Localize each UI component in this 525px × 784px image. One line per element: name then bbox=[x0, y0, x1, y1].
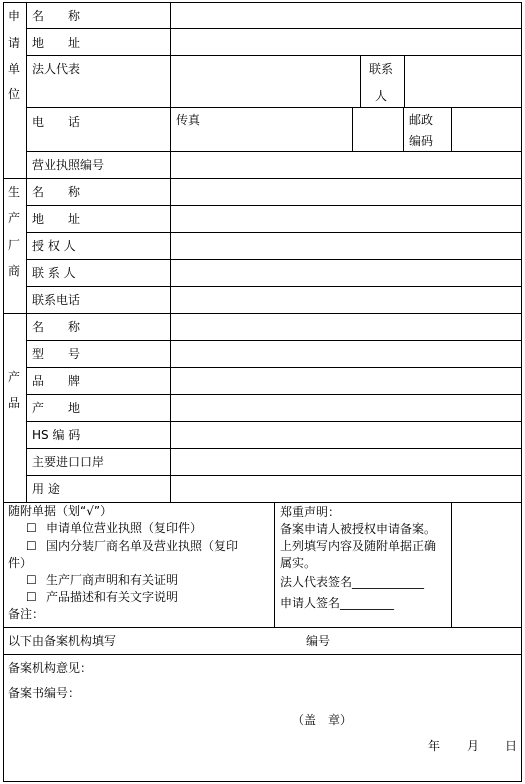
product-name-field[interactable] bbox=[171, 314, 521, 340]
postcode-field[interactable] bbox=[452, 108, 521, 151]
authorized-field[interactable] bbox=[171, 233, 521, 259]
manufacturer-group-char: 产 bbox=[8, 211, 21, 225]
applicant-address-field[interactable] bbox=[171, 29, 521, 55]
declaration-line: 备案申请人被授权申请备案。 bbox=[280, 522, 437, 536]
manufacturer-phone-label: 联系电话 bbox=[32, 293, 81, 307]
declaration-line: 上列填写内容及随附单据正确 bbox=[280, 539, 437, 553]
applicant-address-label: 地 址 bbox=[32, 36, 81, 50]
postcode-label: 邮政 bbox=[409, 113, 434, 127]
seal-label: （盖 章） bbox=[292, 713, 353, 727]
product-brand-field[interactable] bbox=[171, 368, 521, 394]
applicant-group-char: 位 bbox=[8, 87, 21, 101]
manufacturer-phone-field[interactable] bbox=[171, 287, 521, 313]
applicant-group-char: 请 bbox=[8, 36, 21, 50]
manufacturer-contact-field[interactable] bbox=[171, 260, 521, 286]
legal-rep-field[interactable] bbox=[171, 56, 360, 107]
attachment-item: 国内分装厂商名单及营业执照（复印 bbox=[46, 539, 239, 553]
agency-fill-label: 以下由备案机构填写 bbox=[8, 634, 117, 648]
legal-rep-label: 法人代表 bbox=[32, 62, 81, 76]
product-origin-label: 产 地 bbox=[32, 401, 81, 415]
product-group-char: 产 bbox=[8, 370, 21, 384]
applicant-name-label: 名 称 bbox=[32, 9, 81, 23]
product-brand-label: 品 牌 bbox=[32, 374, 81, 388]
legal-rep-signature[interactable]: 法人代表签名____________ bbox=[280, 575, 425, 589]
usage-label: 用 途 bbox=[32, 482, 60, 496]
declaration-title: 郑重声明： bbox=[280, 505, 341, 519]
checkbox[interactable]: ☐ bbox=[26, 573, 37, 587]
hs-code-label: HS 编 码 bbox=[32, 428, 81, 442]
manufacturer-group-char: 生 bbox=[8, 185, 21, 199]
attachment-item: 申请单位营业执照（复印件） bbox=[46, 521, 203, 535]
fax-field[interactable] bbox=[353, 108, 403, 151]
manufacturer-address-label: 地 址 bbox=[32, 212, 81, 226]
product-name-label: 名 称 bbox=[32, 320, 81, 334]
attachment-item: 件） bbox=[8, 556, 33, 570]
contact-field[interactable] bbox=[405, 56, 521, 107]
manufacturer-group-char: 厂 bbox=[8, 238, 21, 252]
checkbox[interactable]: ☐ bbox=[26, 539, 37, 553]
year-label: 年 bbox=[428, 739, 441, 753]
contact-label: 人 bbox=[375, 89, 388, 103]
certificate-number-label: 备案书编号： bbox=[8, 686, 81, 700]
attachments-title: 随附单据（划“√”） bbox=[8, 504, 113, 518]
remark-label: 备注： bbox=[8, 607, 45, 621]
manufacturer-contact-label: 联 系 人 bbox=[32, 266, 76, 280]
import-port-label: 主要进口口岸 bbox=[32, 455, 105, 469]
license-label: 营业执照编号 bbox=[32, 158, 105, 172]
postcode-label: 编码 bbox=[409, 134, 434, 148]
product-model-label: 型 号 bbox=[32, 347, 81, 361]
product-origin-field[interactable] bbox=[171, 395, 521, 421]
declaration-line: 属实。 bbox=[280, 556, 317, 570]
day-label: 日 bbox=[505, 739, 518, 753]
phone-label: 电 话 bbox=[32, 115, 81, 129]
attachment-item: 产品描述和有关文字说明 bbox=[46, 590, 179, 604]
agency-opinion-label: 备案机构意见： bbox=[8, 661, 93, 675]
attachment-item: 生产厂商声明和有关证明 bbox=[46, 573, 179, 587]
fax-label: 传真 bbox=[176, 113, 201, 127]
authorized-label: 授 权 人 bbox=[32, 239, 76, 253]
import-port-field[interactable] bbox=[171, 449, 521, 475]
applicant-signature[interactable]: 申请人签名_________ bbox=[280, 596, 395, 610]
checkbox[interactable]: ☐ bbox=[26, 521, 37, 535]
month-label: 月 bbox=[467, 739, 480, 753]
applicant-name-field[interactable] bbox=[171, 3, 521, 28]
contact-label: 联系 bbox=[369, 62, 394, 76]
product-group-char: 品 bbox=[8, 396, 21, 410]
manufacturer-group-char: 商 bbox=[8, 264, 21, 278]
hs-code-field[interactable] bbox=[171, 422, 521, 448]
product-model-field[interactable] bbox=[171, 341, 521, 367]
usage-field[interactable] bbox=[171, 476, 521, 502]
checkbox[interactable]: ☐ bbox=[26, 590, 37, 604]
agency-number-label: 编号 bbox=[306, 634, 331, 648]
manufacturer-address-field[interactable] bbox=[171, 206, 521, 232]
license-field[interactable] bbox=[171, 152, 521, 178]
manufacturer-name-label: 名 称 bbox=[32, 185, 81, 199]
applicant-group-char: 申 bbox=[8, 9, 21, 23]
manufacturer-name-field[interactable] bbox=[171, 179, 521, 205]
applicant-group-char: 单 bbox=[8, 62, 21, 76]
